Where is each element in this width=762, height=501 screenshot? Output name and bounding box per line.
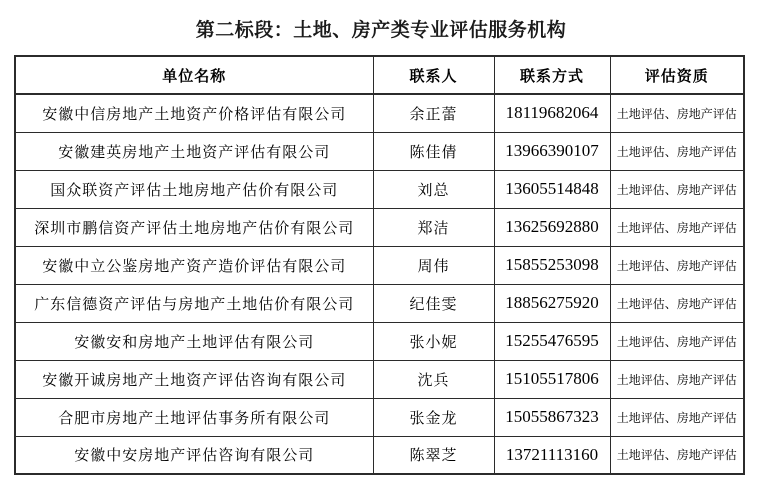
contact-cell: 郑洁: [373, 208, 494, 246]
company-cell: 安徽建英房地产土地资产评估有限公司: [15, 132, 373, 170]
phone-cell: 13605514848: [494, 170, 610, 208]
company-cell: 国众联资产评估土地房地产估价有限公司: [15, 170, 373, 208]
contact-cell: 陈翠芝: [373, 436, 494, 474]
qualification-cell: 土地评估、房地产评估: [610, 360, 744, 398]
table-row: [15, 246, 744, 284]
qualification-cell: 土地评估、房地产评估: [610, 436, 744, 474]
table-row: [15, 436, 744, 474]
phone-cell: 13625692880: [494, 208, 610, 246]
page-title: 第二标段：土地、房产类专业评估服务机构: [195, 20, 567, 41]
qualification-cell: 土地评估、房地产评估: [610, 94, 744, 132]
phone-cell: 15255476595: [494, 322, 610, 360]
qualification-cell: 土地评估、房地产评估: [610, 284, 744, 322]
table-row: [15, 398, 744, 436]
contact-cell: 陈佳倩: [373, 132, 494, 170]
header-company: 单位名称: [15, 56, 373, 94]
qualification-cell: 土地评估、房地产评估: [610, 398, 744, 436]
table-row: [15, 360, 744, 398]
table-row: [15, 208, 744, 246]
phone-cell: 15055867323: [494, 398, 610, 436]
phone-cell: 18856275920: [494, 284, 610, 322]
contact-cell: 张金龙: [373, 398, 494, 436]
qualification-cell: 土地评估、房地产评估: [610, 246, 744, 284]
table-row: [15, 94, 744, 132]
qualification-cell: 土地评估、房地产评估: [610, 132, 744, 170]
header-contact: 联系人: [373, 56, 494, 94]
phone-cell: 13966390107: [494, 132, 610, 170]
company-cell: 安徽中信房地产土地资产价格评估有限公司: [15, 94, 373, 132]
table-header-row: [15, 56, 744, 94]
company-cell: 安徽安和房地产土地评估有限公司: [15, 322, 373, 360]
phone-cell: 13721113160: [494, 436, 610, 474]
qualification-cell: 土地评估、房地产评估: [610, 170, 744, 208]
header-phone: 联系方式: [494, 56, 610, 94]
qualification-cell: 土地评估、房地产评估: [610, 208, 744, 246]
company-cell: 广东信德资产评估与房地产土地估价有限公司: [15, 284, 373, 322]
contact-cell: 沈兵: [373, 360, 494, 398]
phone-cell: 18119682064: [494, 94, 610, 132]
table-row: [15, 284, 744, 322]
phone-cell: 15105517806: [494, 360, 610, 398]
table-row: [15, 132, 744, 170]
contact-cell: 周伟: [373, 246, 494, 284]
company-cell: 深圳市鹏信资产评估土地房地产估价有限公司: [15, 208, 373, 246]
table-row: [15, 322, 744, 360]
qualification-cell: 土地评估、房地产评估: [610, 322, 744, 360]
company-cell: 安徽中安房地产评估咨询有限公司: [15, 436, 373, 474]
contact-cell: 余正蕾: [373, 94, 494, 132]
company-cell: 安徽开诚房地产土地资产评估咨询有限公司: [15, 360, 373, 398]
company-cell: 安徽中立公鉴房地产资产造价评估有限公司: [15, 246, 373, 284]
phone-cell: 15855253098: [494, 246, 610, 284]
table-row: [15, 170, 744, 208]
vendor-table: [14, 55, 745, 475]
contact-cell: 刘总: [373, 170, 494, 208]
header-qualification: 评估资质: [610, 56, 744, 94]
contact-cell: 张小妮: [373, 322, 494, 360]
contact-cell: 纪佳雯: [373, 284, 494, 322]
company-cell: 合肥市房地产土地评估事务所有限公司: [15, 398, 373, 436]
